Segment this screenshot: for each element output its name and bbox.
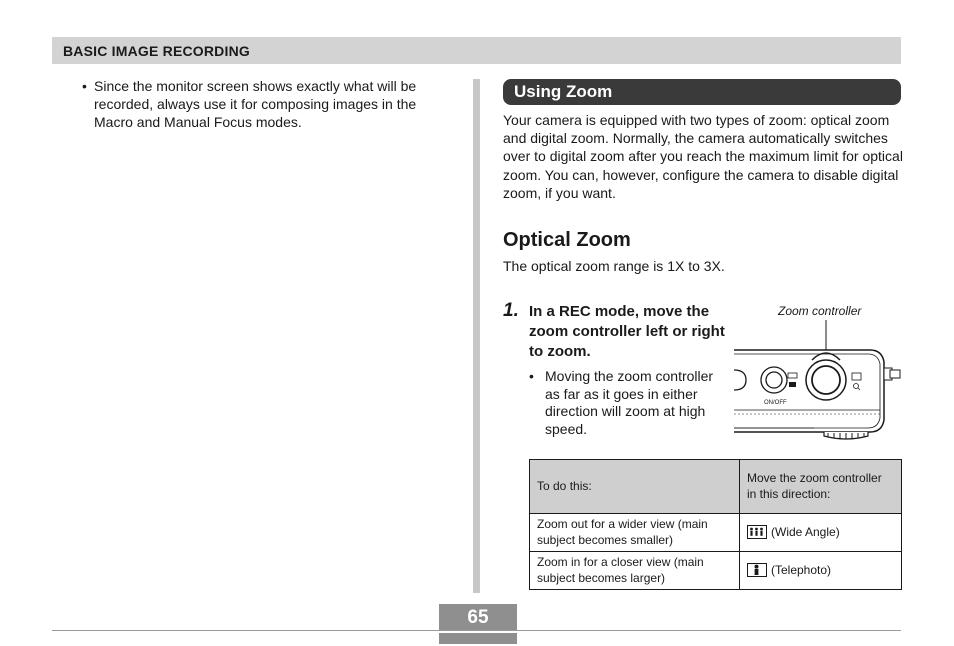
page-number: 65 bbox=[467, 607, 489, 628]
table-cell-direction bbox=[740, 552, 902, 590]
table-header-cell: Move the zoom controller in this direction: bbox=[740, 460, 902, 514]
direction-label: (Wide Angle) bbox=[771, 524, 840, 539]
step-number: 1. bbox=[503, 300, 519, 321]
table-row bbox=[530, 552, 902, 590]
page-number-badge bbox=[439, 604, 517, 644]
step-bullet: • Moving the zoom controller as far as it goes in either direction will zoom at high speed. bbox=[529, 368, 719, 438]
left-bullet: • Since the monitor screen shows exactly what will be recorded, always use it for composing images in the Macro and Manual Focus modes. bbox=[82, 77, 452, 131]
telephoto-icon bbox=[747, 563, 767, 577]
optical-zoom-heading: Optical Zoom bbox=[503, 229, 631, 251]
section-title-bar bbox=[503, 79, 901, 105]
left-column bbox=[82, 77, 452, 131]
section-title: Using Zoom bbox=[514, 82, 613, 101]
column-divider bbox=[473, 79, 480, 593]
table-cell-action: Zoom out for a wider view (main subject becomes smaller) bbox=[530, 514, 740, 552]
table-cell-action: Zoom in for a closer view (main subject becomes larger) bbox=[530, 552, 740, 590]
wide-angle-icon bbox=[747, 525, 767, 539]
table-cell-direction bbox=[740, 514, 902, 552]
zoom-direction-table bbox=[529, 459, 902, 590]
header-title: BASIC IMAGE RECORDING bbox=[63, 43, 250, 59]
section-intro: Your camera is equipped with two types of zoom: optical zoom and digital zoom. Normally, the camera automatically switches over to digital zoom after you reach the maximum limit for optical zoom. You can, however, configure the camera to disable digital zoom, if you want. bbox=[503, 112, 903, 201]
step-bullets bbox=[529, 368, 719, 438]
optical-zoom-range: The optical zoom range is 1X to 3X. bbox=[503, 258, 725, 274]
table-header-cell: To do this: bbox=[530, 460, 740, 514]
step-instruction: In a REC mode, move the zoom controller left or right to zoom. bbox=[529, 303, 725, 360]
camera-illustration bbox=[730, 320, 902, 442]
direction-label: (Telephoto) bbox=[771, 562, 832, 577]
onoff-label: ON/OFF bbox=[764, 400, 787, 406]
header-bar bbox=[52, 37, 901, 64]
table-header-row bbox=[530, 460, 902, 514]
table-row bbox=[530, 514, 902, 552]
zoom-controller-label: Zoom controller bbox=[778, 304, 862, 318]
